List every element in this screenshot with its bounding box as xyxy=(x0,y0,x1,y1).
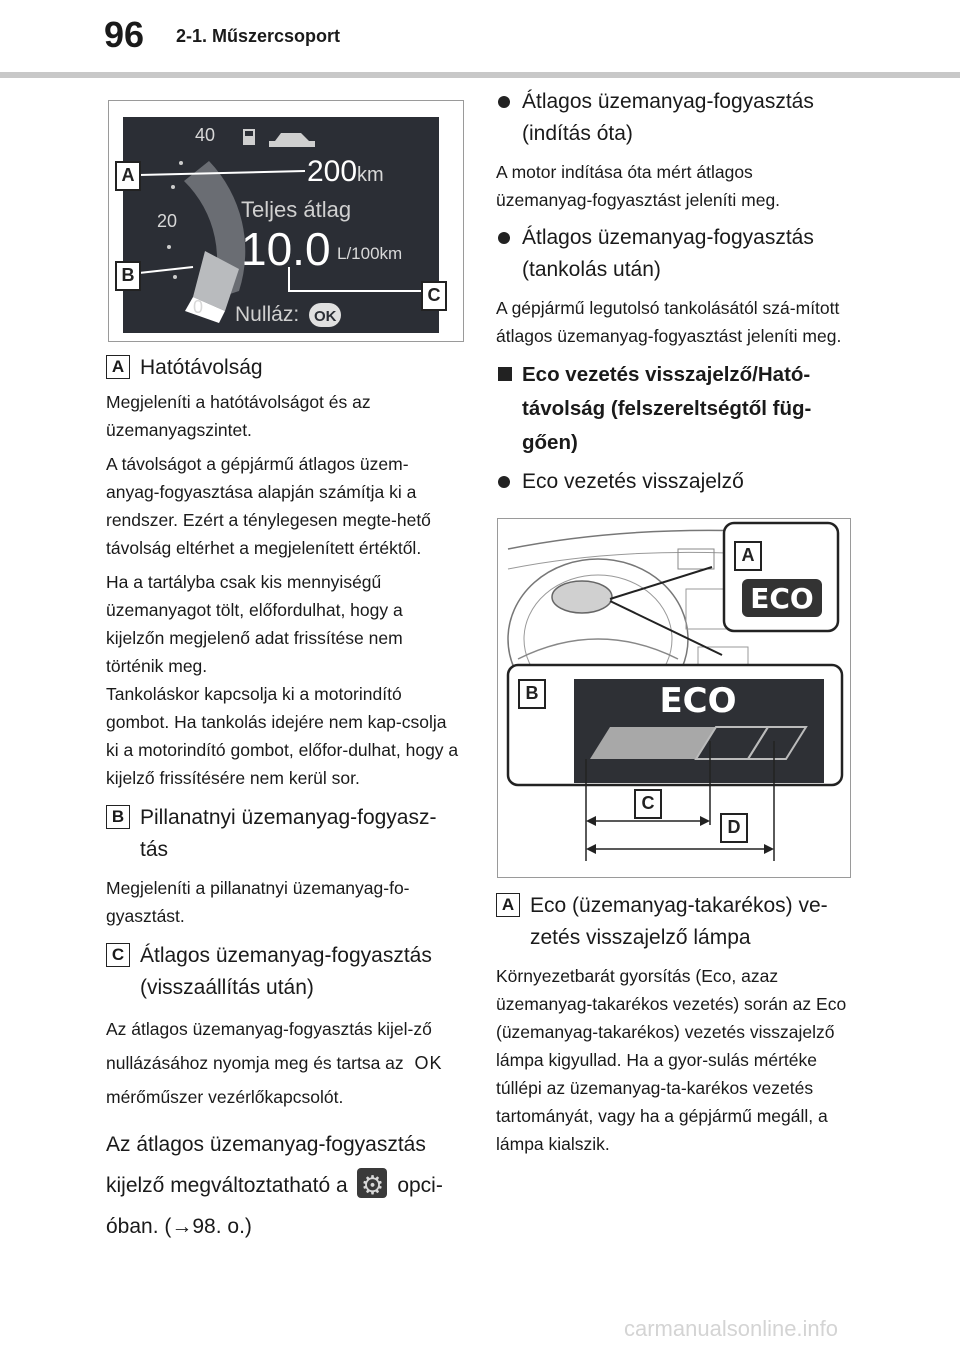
left-column xyxy=(106,352,462,1255)
callout-b2: B xyxy=(518,679,546,709)
bullet-avg-since-start: Átlagos üzemanyag-fogyasztás (indítás óta) xyxy=(496,86,852,150)
right-column-bottom xyxy=(496,890,852,1164)
eco-bar-label: ECO xyxy=(659,681,737,721)
eco-badge-icon: ECO xyxy=(750,582,814,615)
gear-icon xyxy=(357,1168,387,1198)
item-a-text-1: Megjeleníti a hatótávolságot és az üzemanyagszintet. xyxy=(106,392,371,440)
eco-section-heading: Eco vezetés visszajelző/Ható-távolság (felszereltségtől füg-gően) xyxy=(496,358,852,460)
item-b-text-1: Megjeleníti a pillanatnyi üzemanyag-fo-gyasztást. xyxy=(106,878,410,926)
avg-value: 10.0 xyxy=(241,223,331,275)
page-number: 96 xyxy=(104,14,145,55)
item-a-heading: A Hatótávolság xyxy=(106,352,462,384)
gauge-label-top: 40 xyxy=(195,125,216,145)
tag-b: B xyxy=(106,805,130,829)
right-column-top xyxy=(496,86,852,506)
tag-a: A xyxy=(106,355,130,379)
cluster-figure xyxy=(108,100,464,342)
eco-a-heading: A Eco (üzemanyag-takarékos) ve-zetés visszajelző lámpa xyxy=(496,890,852,954)
item-c-text-1: Az átlagos üzemanyag-fogyasztás kijel-ző nullázásához nyomja meg és tartsa az OK mérőműszer vezérlőkapcsolót. xyxy=(106,1012,462,1114)
section-title: 2-1. Műszercsoport xyxy=(176,26,341,46)
reset-label: Nulláz: xyxy=(235,303,300,326)
bullet-avg-since-start-text: A motor indítása óta mért átlagos üzemanyag-fogyasztást jeleníti meg. xyxy=(496,162,781,210)
callout-c2: C xyxy=(634,789,662,819)
ok-icon: OK xyxy=(414,1053,443,1073)
eco-a-text: Környezetbarát gyorsítás (Eco, azaz üzemanyag-takarékos vezetés) során az Eco (üzemanyag-takarékos) vezetés visszajelző lámpa kigyullad. Ha a gyor-sulás mértéke túllépi az üzemanyag-ta-karékos vezetés tartományát, vagy ha a gépjármű megáll, a lámpa kialszik. xyxy=(496,966,847,1154)
range-unit: km xyxy=(357,164,384,186)
page-header xyxy=(0,0,960,80)
callout-c: C xyxy=(421,281,447,311)
item-a-text-2: A távolságot a gépjármű átlagos üzem-anyag-fogyasztása alapján számítja ki a rendszer. Ezért a ténylegesen megte-hető távolság eltérhet a megjelenített értéktől. xyxy=(106,454,431,558)
cluster-display-drawing xyxy=(109,101,463,341)
gauge-label-mid: 20 xyxy=(157,211,178,231)
item-c-heading: C Átlagos üzemanyag-fogyasztás (visszaállítás után) xyxy=(106,940,462,1004)
eco-figure xyxy=(497,518,851,878)
watermark: carmanualsonline.info xyxy=(624,1316,839,1341)
callout-a: A xyxy=(115,161,141,191)
bullet-avg-since-refuel-text: A gépjármű legutolsó tankolásától szá-mított átlagos üzemanyag-fogyasztást jeleníti meg. xyxy=(496,298,842,346)
header-rule xyxy=(0,72,960,78)
item-a-text-3: Ha a tartályba csak kis mennyiségű üzemanyagot tölt, előfordulhat, hogy a kijelzőn megjelenő adat frissítése nem történik meg. xyxy=(106,572,403,676)
tag-a2: A xyxy=(496,893,520,917)
callout-b: B xyxy=(115,261,141,291)
fuel-pump-icon xyxy=(243,129,255,145)
reset-ok-icon: OK xyxy=(314,308,337,325)
avg-unit: L/100km xyxy=(337,244,403,263)
callout-a2: A xyxy=(734,541,762,571)
callout-d2: D xyxy=(720,813,748,843)
bullet-eco-indicator: Eco vezetés visszajelző xyxy=(496,466,852,498)
item-b-heading: B Pillanatnyi üzemanyag-fogyasz-tás xyxy=(106,802,462,866)
tag-c: C xyxy=(106,943,130,967)
avg-label: Teljes átlag xyxy=(241,197,352,222)
bullet-avg-since-refuel: Átlagos üzemanyag-fogyasztás (tankolás után) xyxy=(496,222,852,286)
note-text: Az átlagos üzemanyag-fogyasztás kijelző megváltoztatható a ⚙ opci- óban. (→98. o.) xyxy=(106,1124,462,1247)
gauge-label-low: 0 xyxy=(193,297,204,317)
item-a-text-4: Tankoláskor kapcsolja ki a motorindító gombot. Ha tankolás idejére nem kap-csolja ki a motorindító gombot, előfor-dulhat, hogy a kijelző frissítésére nem kerül sor. xyxy=(106,684,459,788)
range-value: 200 xyxy=(307,155,358,188)
